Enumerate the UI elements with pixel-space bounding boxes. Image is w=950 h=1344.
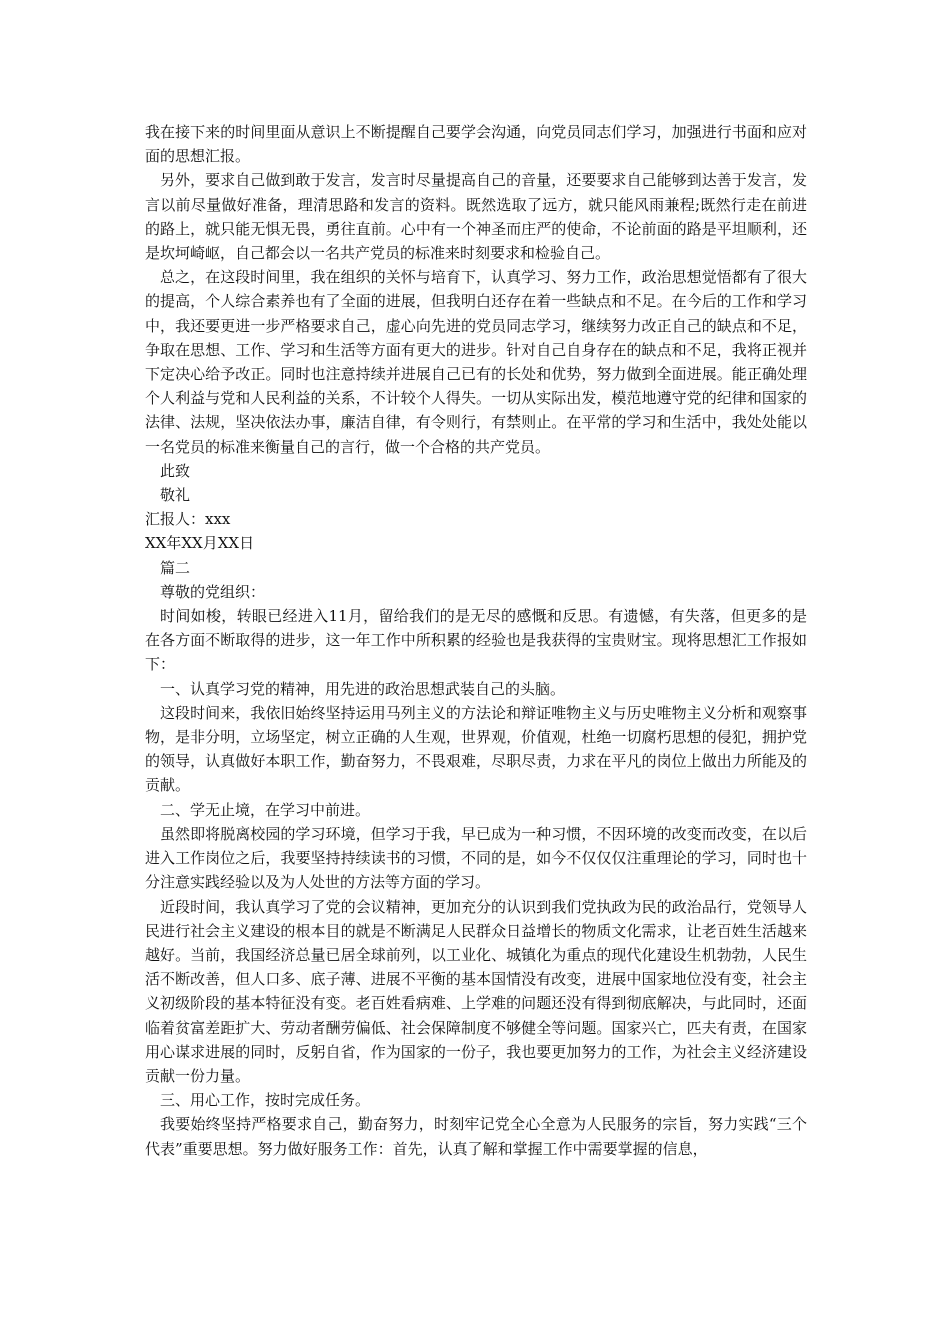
paragraph-heading-2-body-b: 近段时间，我认真学习了党的会议精神，更加充分的认识到我们党执政为民的政治品行，党领导人民进行社会主义建设的根本目的就是不断满足人民群众日益增长的物质文化需求，让老百姓生活越来越好。当前，我国经济总量已居全球前列，以工业化、城镇化为重点的现代化建设生机勃勃，人民生活不断改善，但人口多、底子薄、进展不平衡的基本国情没有改变，进展中国家地位没有变，社会主义初级阶段的基本特征没有变。老百姓看病难、上学难的问题还没有得到彻底解决，与此同时，还面临着贫富差距扩大、劳动者酬劳偏低、社会保障制度不够健全等问题。国家兴亡，匹夫有责，在国家用心谋求进展的同时，反躬自省，作为国家的一份子，我也要更加努力的工作，为社会主义经济建设贡献一份力量。 <box>145 897 807 1085</box>
paragraph-heading-2-body-a: 虽然即将脱离校园的学习环境，但学习于我，早已成为一种习惯，不因环境的改变而改变，在以后进入工作岗位之后，我要坚持持续读书的习惯，不同的是，如今不仅仅仅注重理论的学习，同时也十分注意实践经验以及为人处世的方法等方面的学习。 <box>145 824 807 892</box>
paragraph-1: 我在接下来的时间里面从意识上不断提醒自己要学会沟通，向党员同志们学习，加强进行书面和应对面的思想汇报。 <box>145 123 807 166</box>
heading-1: 一、认真学习党的精神，用先进的政治思想武装自己的头脑。 <box>160 679 566 698</box>
document-body <box>145 120 807 1161</box>
paragraph-heading-1-body: 这段时间来，我依旧始终坚持运用马列主义的方法论和辩证唯物主义与历史唯物主义分析和观察事物，是非分明，立场坚定，树立正确的人生观，世界观，价值观，杜绝一切腐朽思想的侵犯，拥护党的领导，认真做好本职工作，勤奋努力，不畏艰难，尽职尽责，力求在平凡的岗位上做出力所能及的贡献。 <box>145 703 807 795</box>
paragraph-intro: 时间如梭，转眼已经进入11月，留给我们的是无尽的感慨和反思。有遗憾，有失落，但更多的是在各方面不断取得的进步，这一年工作中所积累的经验也是我获得的宝贵财宝。现将思想汇工作报如下： <box>145 607 807 674</box>
paragraph-2: 另外，要求自己做到敢于发言，发言时尽量提高自己的音量，还要要求自己能够到达善于发言，发言以前尽量做好准备，理清思路和发言的资料。既然选取了远方，就只能风雨兼程;既然行走在前进的路上，就只能无惧无畏，勇往直前。心中有一个神圣而庄严的使命，不论前面的路是平坦顺利，还是坎坷崎岖，自己都会以一名共产党员的标准来时刻要求和检验自己。 <box>145 171 807 263</box>
paragraph-heading-3-body: 我要始终坚持严格要求自己，勤奋努力，时刻牢记党全心全意为人民服务的宗旨，努力实践“三个代表”重要思想。努力做好服务工作：首先，认真了解和掌握工作中需要掌握的信息， <box>145 1115 807 1158</box>
reporter-line: 汇报人：xxx <box>145 510 231 529</box>
heading-2: 二、学无止境，在学习中前进。 <box>160 800 371 819</box>
salutation-cizhi: 此致 <box>160 461 191 480</box>
paragraph-3: 总之，在这段时间里，我在组织的关怀与培育下，认真学习、努力工作，政治思想觉悟都有了很大的提高，个人综合素养也有了全面的进展，但我明白还存在着一些缺点和不足。在今后的工作和学习中，我还要更进一步严格要求自己，虚心向先进的党员同志学习，继续努力改正自己的缺点和不足，争取在思想、工作、学习和生活等方面有更大的进步。针对自己自身存在的缺点和不足，我将正视并下定决心给予改正。同时也注意持续并进展自己已有的长处和优势，努力做到全面进展。能正确处理个人利益与党和人民利益的关系，不计较个人得失。一切从实际出发，模范地遵守党的纪律和国家的法律、法规，坚决依法办事，廉洁自律，有令则行，有禁则止。在平常的学习和生活中，我处处能以一名党员的标准来衡量自己的言行，做一个合格的共产党员。 <box>145 268 807 456</box>
date-line: XX年XX月XX日 <box>145 534 255 553</box>
salutation-jingli: 敬礼 <box>160 486 191 505</box>
heading-3: 三、用心工作，按时完成任务。 <box>160 1091 371 1110</box>
greeting-line: 尊敬的党组织： <box>160 582 266 601</box>
section-title-pian2: 篇二 <box>160 558 191 577</box>
